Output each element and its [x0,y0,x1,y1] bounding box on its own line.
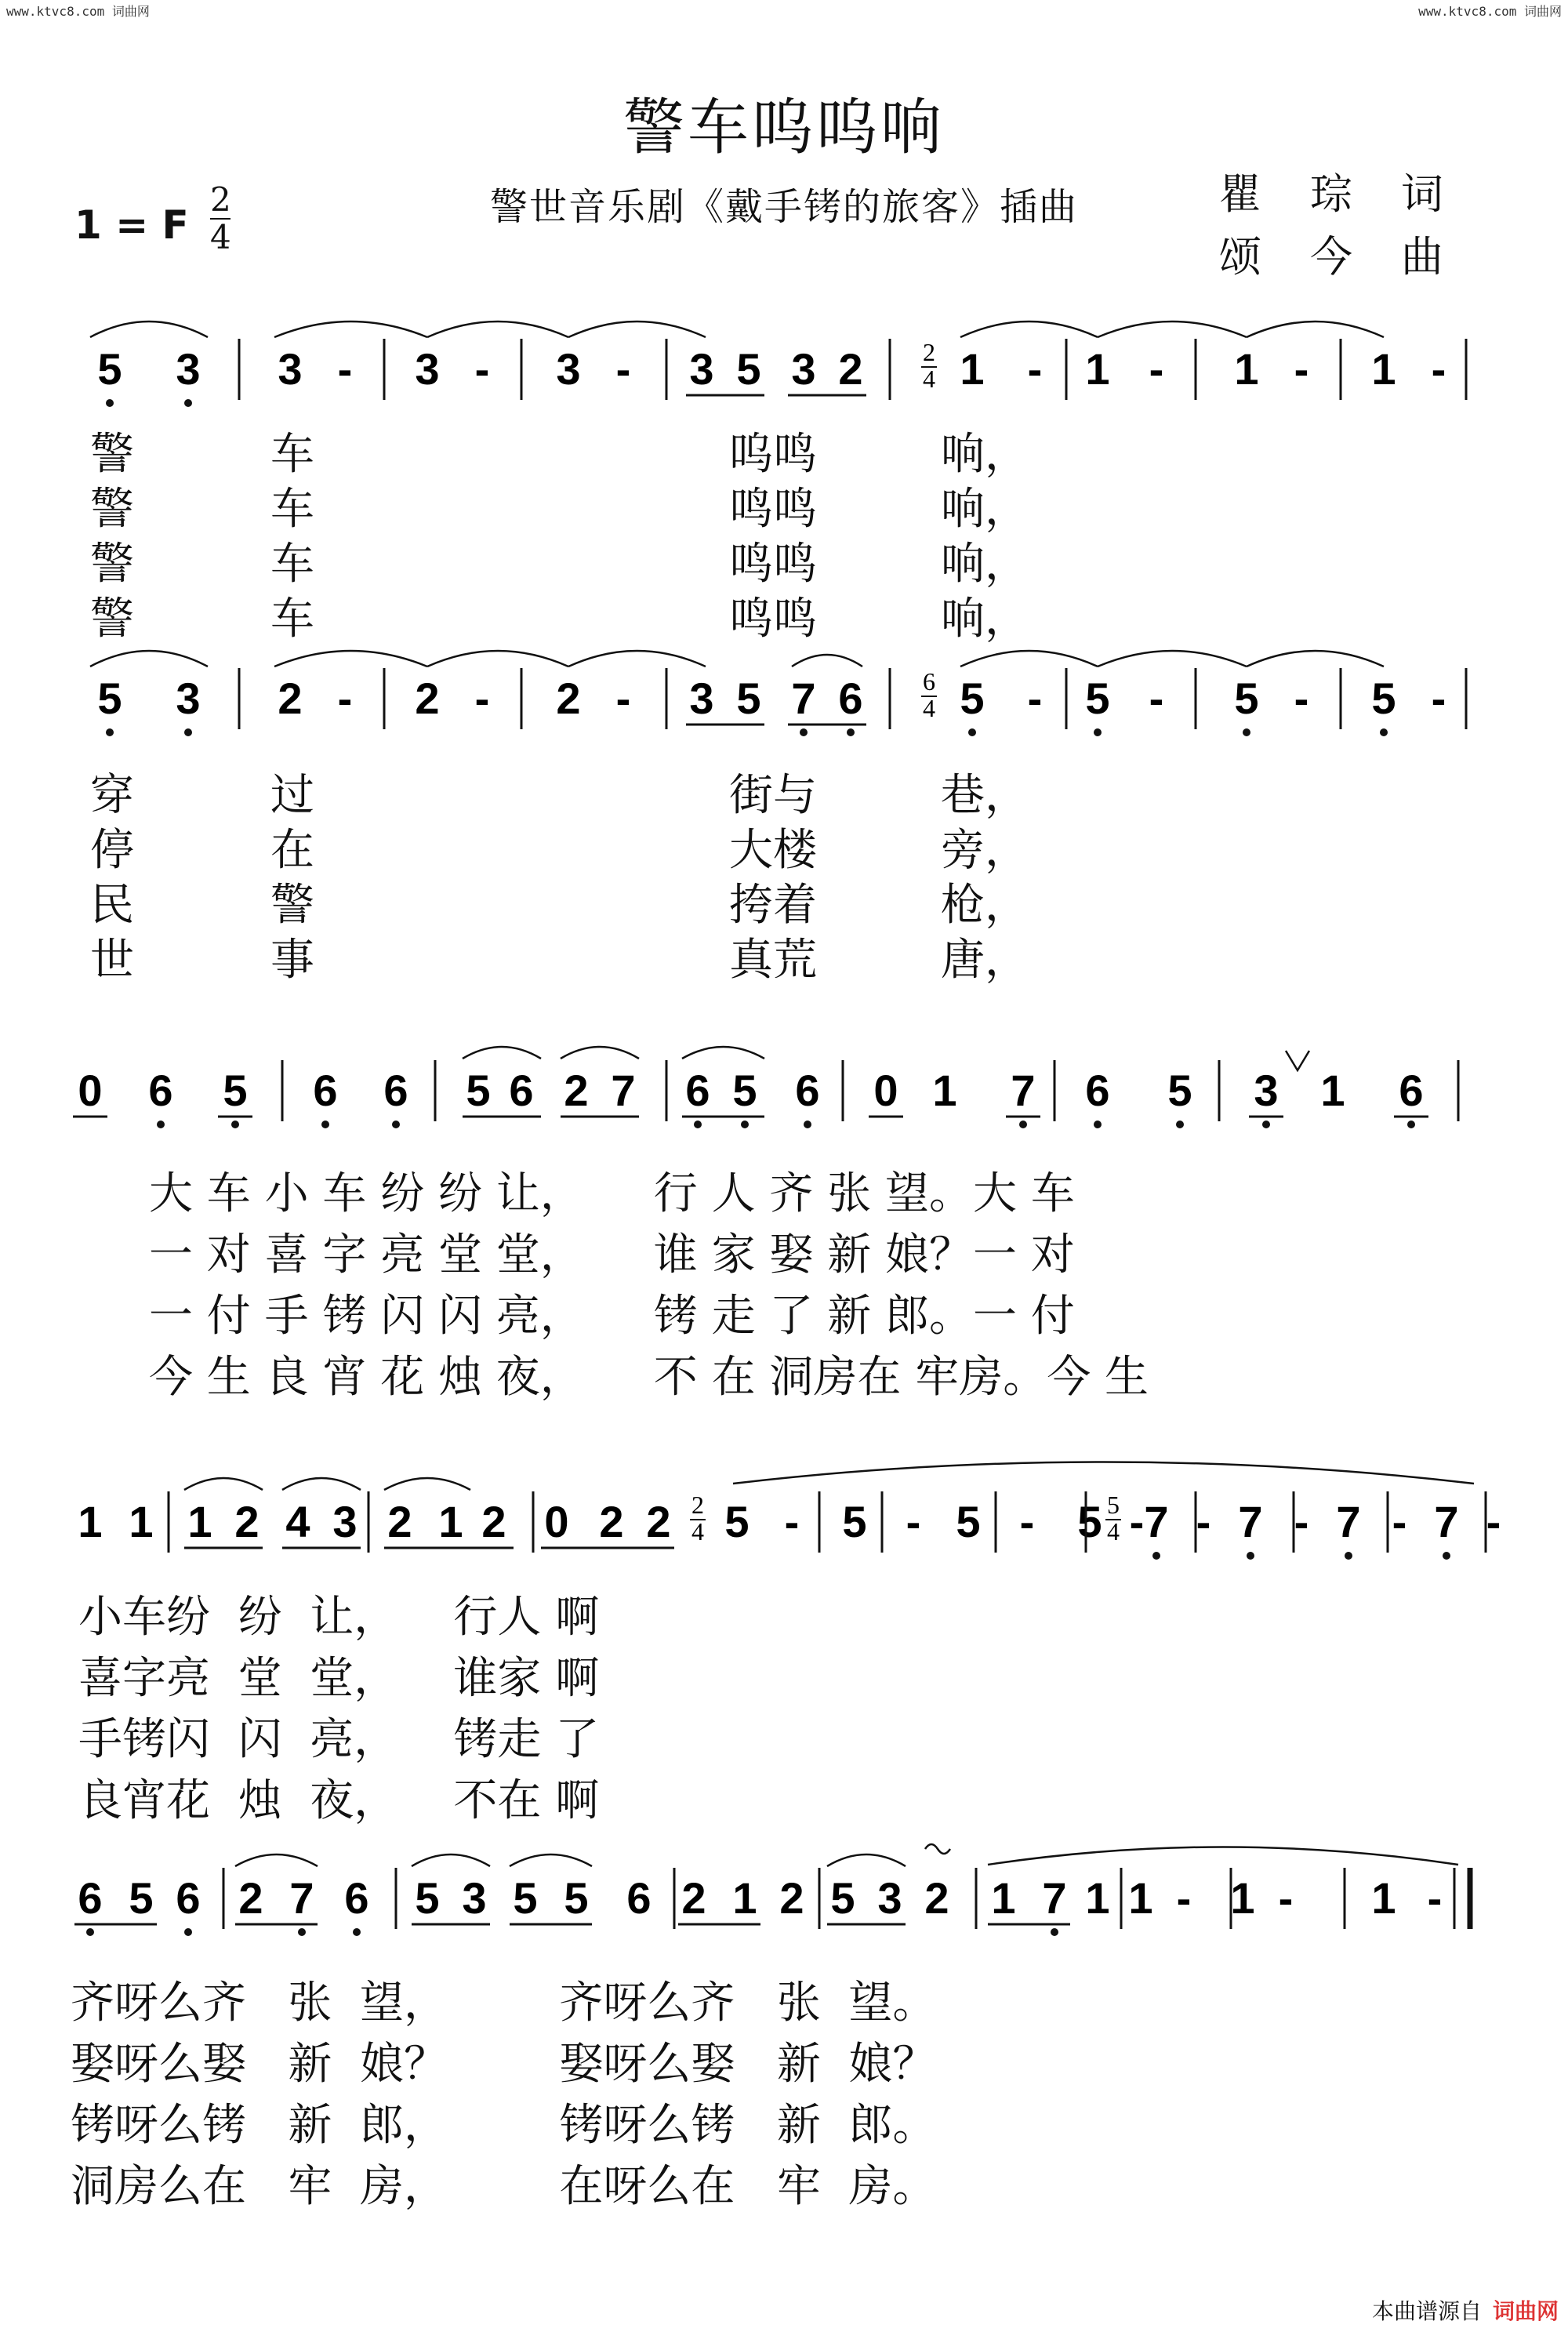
octave-dot [741,1121,749,1128]
lyric-syllable: 民 [90,880,134,931]
note: - [474,344,490,394]
note: 2 [564,1066,589,1115]
lyric-line: 良宵花 烛 夜， 不在 啊 [78,1775,600,1826]
note: - [1294,674,1309,723]
note: 1 [1085,344,1110,394]
octave-dot [968,728,976,736]
song-title: 警车呜呜响 [622,93,945,163]
octave-dot [1247,1552,1254,1560]
note: 5 [956,1497,981,1546]
note: 2 [387,1497,412,1546]
tie-slur [184,1478,263,1490]
note: - [1392,1497,1407,1546]
note: 7 [1011,1066,1036,1115]
tie-slur [282,1478,361,1490]
note: - [1176,1873,1192,1923]
note: 5 [1371,674,1396,723]
note: 1 [1371,1873,1396,1923]
lyric-syllable: 警 [90,539,134,590]
note: - [615,674,631,723]
octave-dot [1094,728,1102,736]
tie-slur [235,1854,318,1866]
octave-dot [1443,1552,1450,1560]
key-signature: 1 = F [74,202,189,248]
note: 3 [689,344,714,394]
octave-dot [800,728,808,736]
octave-dot [86,1928,94,1936]
note: 2 [681,1873,706,1923]
time-change-top: 6 [923,667,935,696]
note: 0 [78,1066,103,1115]
time-change-top: 5 [1107,1491,1120,1519]
time-change-bottom: 4 [923,694,935,722]
note: - [1427,1873,1443,1923]
octave-dot [1262,1121,1270,1128]
note: - [1431,674,1446,723]
lyric-line: 小车纷 纷 让， 行人 啊 [78,1592,600,1643]
note: 1 [438,1497,463,1546]
note: 6 [176,1873,201,1923]
tie-slur [90,651,208,667]
lyric-syllable: 在 [270,825,314,876]
octave-dot [1019,1121,1027,1128]
note: - [1486,1497,1501,1546]
note: 3 [176,674,201,723]
octave-dot [1380,728,1388,736]
octave-dot [1152,1552,1160,1560]
note: 1 [129,1497,154,1546]
note: - [1019,1497,1035,1546]
octave-dot [1176,1121,1184,1128]
note: 3 [332,1497,358,1546]
note: 2 [646,1497,671,1546]
note: - [337,674,353,723]
site-url-left: www.ktvc8.com 词曲网 [6,4,150,19]
note: 5 [415,1873,440,1923]
lyric-line: 一 付 手 铐 闪 闪 亮， 铐 走 了 新 郎。一 付 [149,1291,1075,1342]
note: 2 [779,1873,804,1923]
note: 5 [842,1497,867,1546]
octave-dot [184,728,192,736]
note: 0 [544,1497,569,1546]
note: 5 [1085,674,1110,723]
note: - [615,344,631,394]
lyric-syllable: 唐， [941,935,1029,986]
tie-slur [960,321,1098,337]
note: 4 [285,1497,310,1546]
note: 6 [313,1066,338,1115]
note: 5 [97,674,122,723]
note: 5 [1167,1066,1192,1115]
lyric-syllable: 响， [941,594,1029,645]
note: 6 [838,674,863,723]
time-change-bottom: 4 [691,1517,704,1546]
lyric-syllable: 事 [270,935,314,986]
tie-slur [90,321,208,337]
note: 5 [1077,1497,1102,1546]
lyric-line: 一 对 喜 字 亮 堂 堂， 谁 家 娶 新 娘？一 对 [149,1230,1075,1280]
lyric-syllable: 警 [270,880,314,931]
site-url-right: www.ktvc8.com 词曲网 [1418,4,1562,19]
tie-slur [827,1854,906,1866]
note: 0 [873,1066,898,1115]
lyric-line: 齐呀么齐 张 望， 齐呀么齐 张 望。 [71,1978,937,2029]
lyric-syllable: 响， [941,429,1029,480]
octave-dot [184,1928,192,1936]
note: 5 [1234,674,1259,723]
tie-slur [561,1047,639,1059]
note: 6 [626,1873,652,1923]
lyric-syllable: 警 [90,429,134,480]
note: - [1278,1873,1294,1923]
note: 6 [1399,1066,1424,1115]
note: 3 [176,344,201,394]
note: 3 [877,1873,902,1923]
note: 6 [148,1066,173,1115]
octave-dot [231,1121,239,1128]
note: 7 [1336,1497,1361,1546]
meter-top: 2 [210,180,231,219]
lyric-syllable: 枪， [941,880,1029,931]
note: - [337,344,353,394]
octave-dot [321,1121,329,1128]
note: 5 [97,344,122,394]
time-change-top: 2 [691,1491,704,1519]
note: 6 [685,1066,710,1115]
note: - [1294,344,1309,394]
note: 5 [223,1066,248,1115]
note: 1 [1230,1873,1255,1923]
ornament-mark [925,1844,950,1854]
note: - [474,674,490,723]
lyric-syllable: 车 [270,539,314,590]
lyric-syllable: 响， [941,484,1029,535]
note: 3 [689,674,714,723]
note: 7 [1042,1873,1067,1923]
tie-slur [384,1478,470,1490]
lyric-line: 喜字亮 堂 堂， 谁家 啊 [78,1653,600,1704]
note: 5 [724,1497,750,1546]
note: 2 [599,1497,624,1546]
note: 7 [611,1066,636,1115]
tie-slur [274,321,427,337]
tie-slur [412,1854,490,1866]
note: 1 [732,1873,757,1923]
note: - [1129,1497,1145,1546]
note: 5 [960,674,985,723]
octave-dot [1051,1928,1058,1936]
tie-slur [274,651,427,667]
tie-slur [792,655,862,667]
note: 1 [991,1873,1016,1923]
note: 3 [462,1873,487,1923]
note: 2 [838,344,863,394]
note: 2 [278,674,303,723]
lyric-syllable: 旁， [941,825,1029,876]
note: 5 [736,344,761,394]
octave-dot [804,1121,811,1128]
note: 5 [129,1873,154,1923]
octave-dot [1345,1552,1352,1560]
tie-slur [510,1854,592,1866]
tie-slur [568,651,706,667]
note: 1 [1320,1066,1345,1115]
lyric-syllable: 停 [90,825,134,876]
lyric-syllable: 鸣鸣 [729,539,817,590]
lyric-syllable: 穿 [90,770,134,821]
note: 2 [238,1873,263,1923]
note: 6 [795,1066,820,1115]
lyric-syllable: 鸣鸣 [729,594,817,645]
lyric-line: 大 车 小 车 纷 纷 让， 行 人 齐 张 望。大 车 [149,1168,1075,1219]
note: 7 [1238,1497,1263,1546]
note: 3 [415,344,440,394]
tie-slur [988,1847,1458,1865]
note: 1 [1371,344,1396,394]
lyric-syllable: 呜鸣 [729,429,817,480]
tie-slur [463,1047,541,1059]
note: - [1431,344,1446,394]
lyric-line: 娶呀么娶 新 娘？ 娶呀么娶 新 娘？ [71,2039,937,2090]
note: 1 [960,344,985,394]
meter-bottom: 4 [210,218,231,256]
lyric-line: 铐呀么铐 新 郎， 铐呀么铐 新 郎。 [71,2100,937,2151]
octave-dot [694,1121,702,1128]
note: 1 [1128,1873,1153,1923]
note: 7 [289,1873,314,1923]
octave-dot [106,728,114,736]
note: 6 [509,1066,534,1115]
tie-slur [1247,651,1384,667]
lyric-syllable: 警 [90,594,134,645]
octave-dot [1094,1121,1102,1128]
song-subtitle: 警世音乐剧《戴手铐的旅客》插曲 [489,185,1078,229]
tie-slur [682,1047,764,1059]
note: 3 [1254,1066,1279,1115]
footer-source: 本曲谱源自 [1371,2298,1482,2324]
note: - [1294,1497,1309,1546]
tie-slur [1098,321,1247,337]
note: 5 [564,1873,589,1923]
note: 3 [791,344,816,394]
note: 2 [481,1497,506,1546]
lyric-line: 手铐闪 闪 亮， 铐走 了 [78,1714,600,1765]
tie-slur [427,321,568,337]
tie-slur [1247,321,1384,337]
lyricist-credit: 瞿琮词 [1219,169,1492,219]
note: 2 [234,1497,260,1546]
note: 1 [187,1497,212,1546]
note: 5 [513,1873,538,1923]
time-change-bottom: 4 [923,365,935,393]
lyric-syllable: 鸣鸣 [729,484,817,535]
octave-dot [157,1121,165,1128]
footer-brand: 词曲网 [1492,2298,1559,2324]
note: 1 [1085,1873,1110,1923]
note: 5 [732,1066,757,1115]
tie-slur [1098,651,1247,667]
lyric-syllable: 挎着 [729,880,817,931]
octave-dot [106,399,114,407]
note: 2 [556,674,581,723]
note: - [1149,344,1164,394]
octave-dot [353,1928,361,1936]
note: 6 [344,1873,369,1923]
note: 3 [278,344,303,394]
note: 5 [830,1873,855,1923]
tie-slur [960,651,1098,667]
lyric-syllable: 巷， [941,770,1029,821]
lyric-syllable: 车 [270,594,314,645]
lyric-line: 今 生 良 宵 花 烛 夜， 不 在 洞房在 牢房。今 生 [149,1352,1149,1403]
composer-credit: 颂今曲 [1219,232,1492,282]
note: - [1027,674,1043,723]
lyric-syllable: 大楼 [729,825,817,876]
note: 5 [466,1066,491,1115]
tie-slur [427,651,568,667]
note: 3 [556,344,581,394]
lyric-syllable: 真荒 [729,935,817,986]
octave-dot [298,1928,306,1936]
octave-dot [1407,1121,1415,1128]
octave-dot [392,1121,400,1128]
lyric-syllable: 街与 [729,770,817,821]
note: 6 [78,1873,103,1923]
time-change-top: 2 [923,338,935,366]
note: 6 [383,1066,408,1115]
octave-dot [1243,728,1250,736]
note: 5 [736,674,761,723]
note: 6 [1085,1066,1110,1115]
lyric-syllable: 车 [270,429,314,480]
lyric-syllable: 车 [270,484,314,535]
note: 1 [932,1066,957,1115]
lyric-syllable: 响， [941,539,1029,590]
note: 1 [1234,344,1259,394]
lyric-syllable: 警 [90,484,134,535]
note: - [906,1497,921,1546]
note: 7 [1434,1497,1459,1546]
lyric-syllable: 世 [90,935,134,986]
time-change-bottom: 4 [1107,1517,1120,1546]
lyric-syllable: 过 [270,770,314,821]
tie-slur [568,321,706,337]
lyric-line: 洞房么在 牢 房， 在呀么在 牢 房。 [71,2161,937,2212]
note: 7 [791,674,816,723]
breath-mark [1286,1051,1309,1070]
octave-dot [847,728,855,736]
note: - [784,1497,800,1546]
note: 7 [1144,1497,1169,1546]
note: 2 [415,674,440,723]
octave-dot [184,399,192,407]
note: 2 [924,1873,949,1923]
note: - [1149,674,1164,723]
note: 1 [78,1497,103,1546]
note: - [1196,1497,1211,1546]
tie-slur [733,1462,1474,1484]
note: - [1027,344,1043,394]
